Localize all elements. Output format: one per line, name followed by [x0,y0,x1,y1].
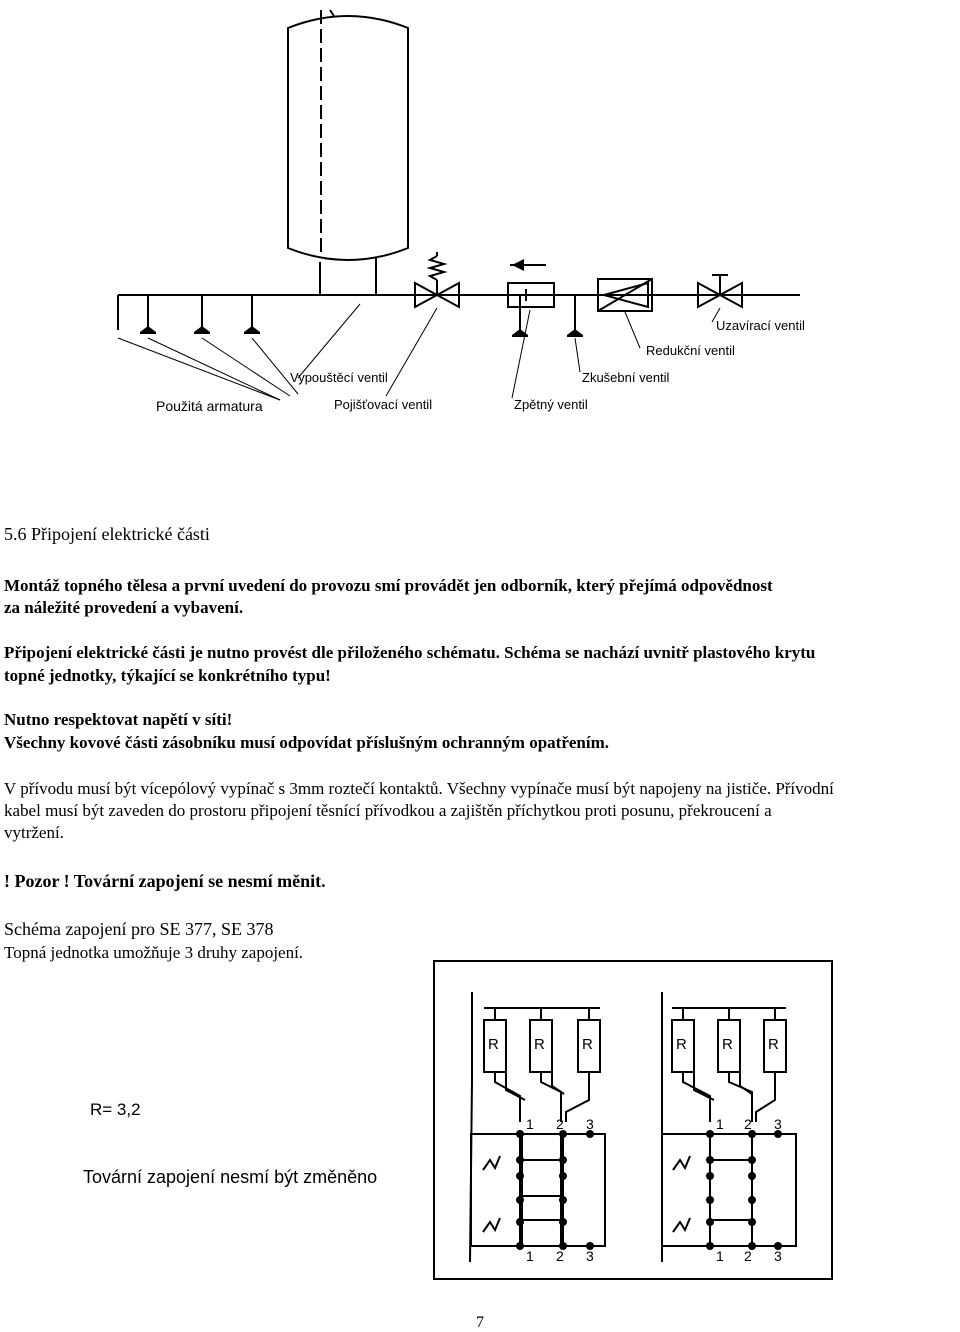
resistor-label: R [582,1036,593,1053]
resistor-label: R [722,1036,733,1053]
label-uzaviraci-ventil: Uzavírací ventil [716,318,805,333]
terminal-label: 2 [556,1116,564,1132]
terminal-label: 3 [774,1116,782,1132]
schema-title: Schéma zapojení pro SE 377, SE 378 [4,919,274,939]
pozor-warning: ! Pozor ! Tovární zapojení se nesmí měnit. [4,871,326,891]
paragraph-3-line-1: V přívodu musí být vícepólový vypínač s 3mm roztečí kontaktů. Všechny vypínače musí být napojeny na jističe. Přívodní [4,779,834,798]
label-redukcni-ventil: Redukční ventil [646,343,735,358]
paragraph-1-line-2: za náležité provedení a vybavení. [4,598,244,617]
terminal-label: 1 [526,1116,534,1132]
terminal-label: 1 [716,1248,724,1264]
paragraph-3-line-2: kabel musí být zaveden do prostoru připojení těsnící přívodkou a zajištěn příchytkou proti posunu, překroucení a [4,801,772,820]
terminal-label: 3 [774,1248,782,1264]
terminal-label: 2 [744,1248,752,1264]
paragraph-2-line-1: Připojení elektrické části je nutno provést dle přiloženého schématu. Schéma se nachází uvnitř plastového krytu [4,643,816,662]
label-zkusebni-ventil: Zkušební ventil [582,370,670,385]
resistance-value: R= 3,2 [90,1100,141,1119]
resistor-label: R [676,1036,687,1053]
factory-wiring-note: Tovární zapojení nesmí být změněno [83,1167,378,1187]
terminal-label: 3 [586,1248,594,1264]
terminal-label: 2 [744,1116,752,1132]
paragraph-1-line-1: Montáž topného tělesa a první uvedení do provozu smí provádět jen odborník, který přejímá odpovědnost [4,576,773,595]
warning-voltage: Nutno respektovat napětí v síti! [4,710,233,729]
label-pouzita-armatura: Použitá armatura [156,398,263,414]
paragraph-2-line-2: topné jednotky, týkající se konkrétního typu! [4,666,331,685]
page-number: 7 [476,1314,484,1331]
label-vypousteci-ventil: Vypouštěcí ventil [290,370,388,385]
section-heading: 5.6 Připojení elektrické části [4,524,210,544]
terminal-label: 2 [556,1248,564,1264]
warning-metal-parts: Všechny kovové části zásobníku musí odpovídat příslušným ochranným opatřením. [4,733,610,752]
schema-subtitle: Topná jednotka umožňuje 3 druhy zapojení. [4,943,304,962]
label-zpetny-ventil: Zpětný ventil [514,397,588,412]
terminal-label: 1 [716,1116,724,1132]
paragraph-3-line-3: vytržení. [4,823,64,842]
label-pojistovaci-ventil: Pojišťovací ventil [334,397,433,412]
resistor-label: R [488,1036,499,1053]
resistor-label: R [768,1036,779,1053]
resistor-label: R [534,1036,545,1053]
terminal-label: 3 [586,1116,594,1132]
terminal-label: 1 [526,1248,534,1264]
